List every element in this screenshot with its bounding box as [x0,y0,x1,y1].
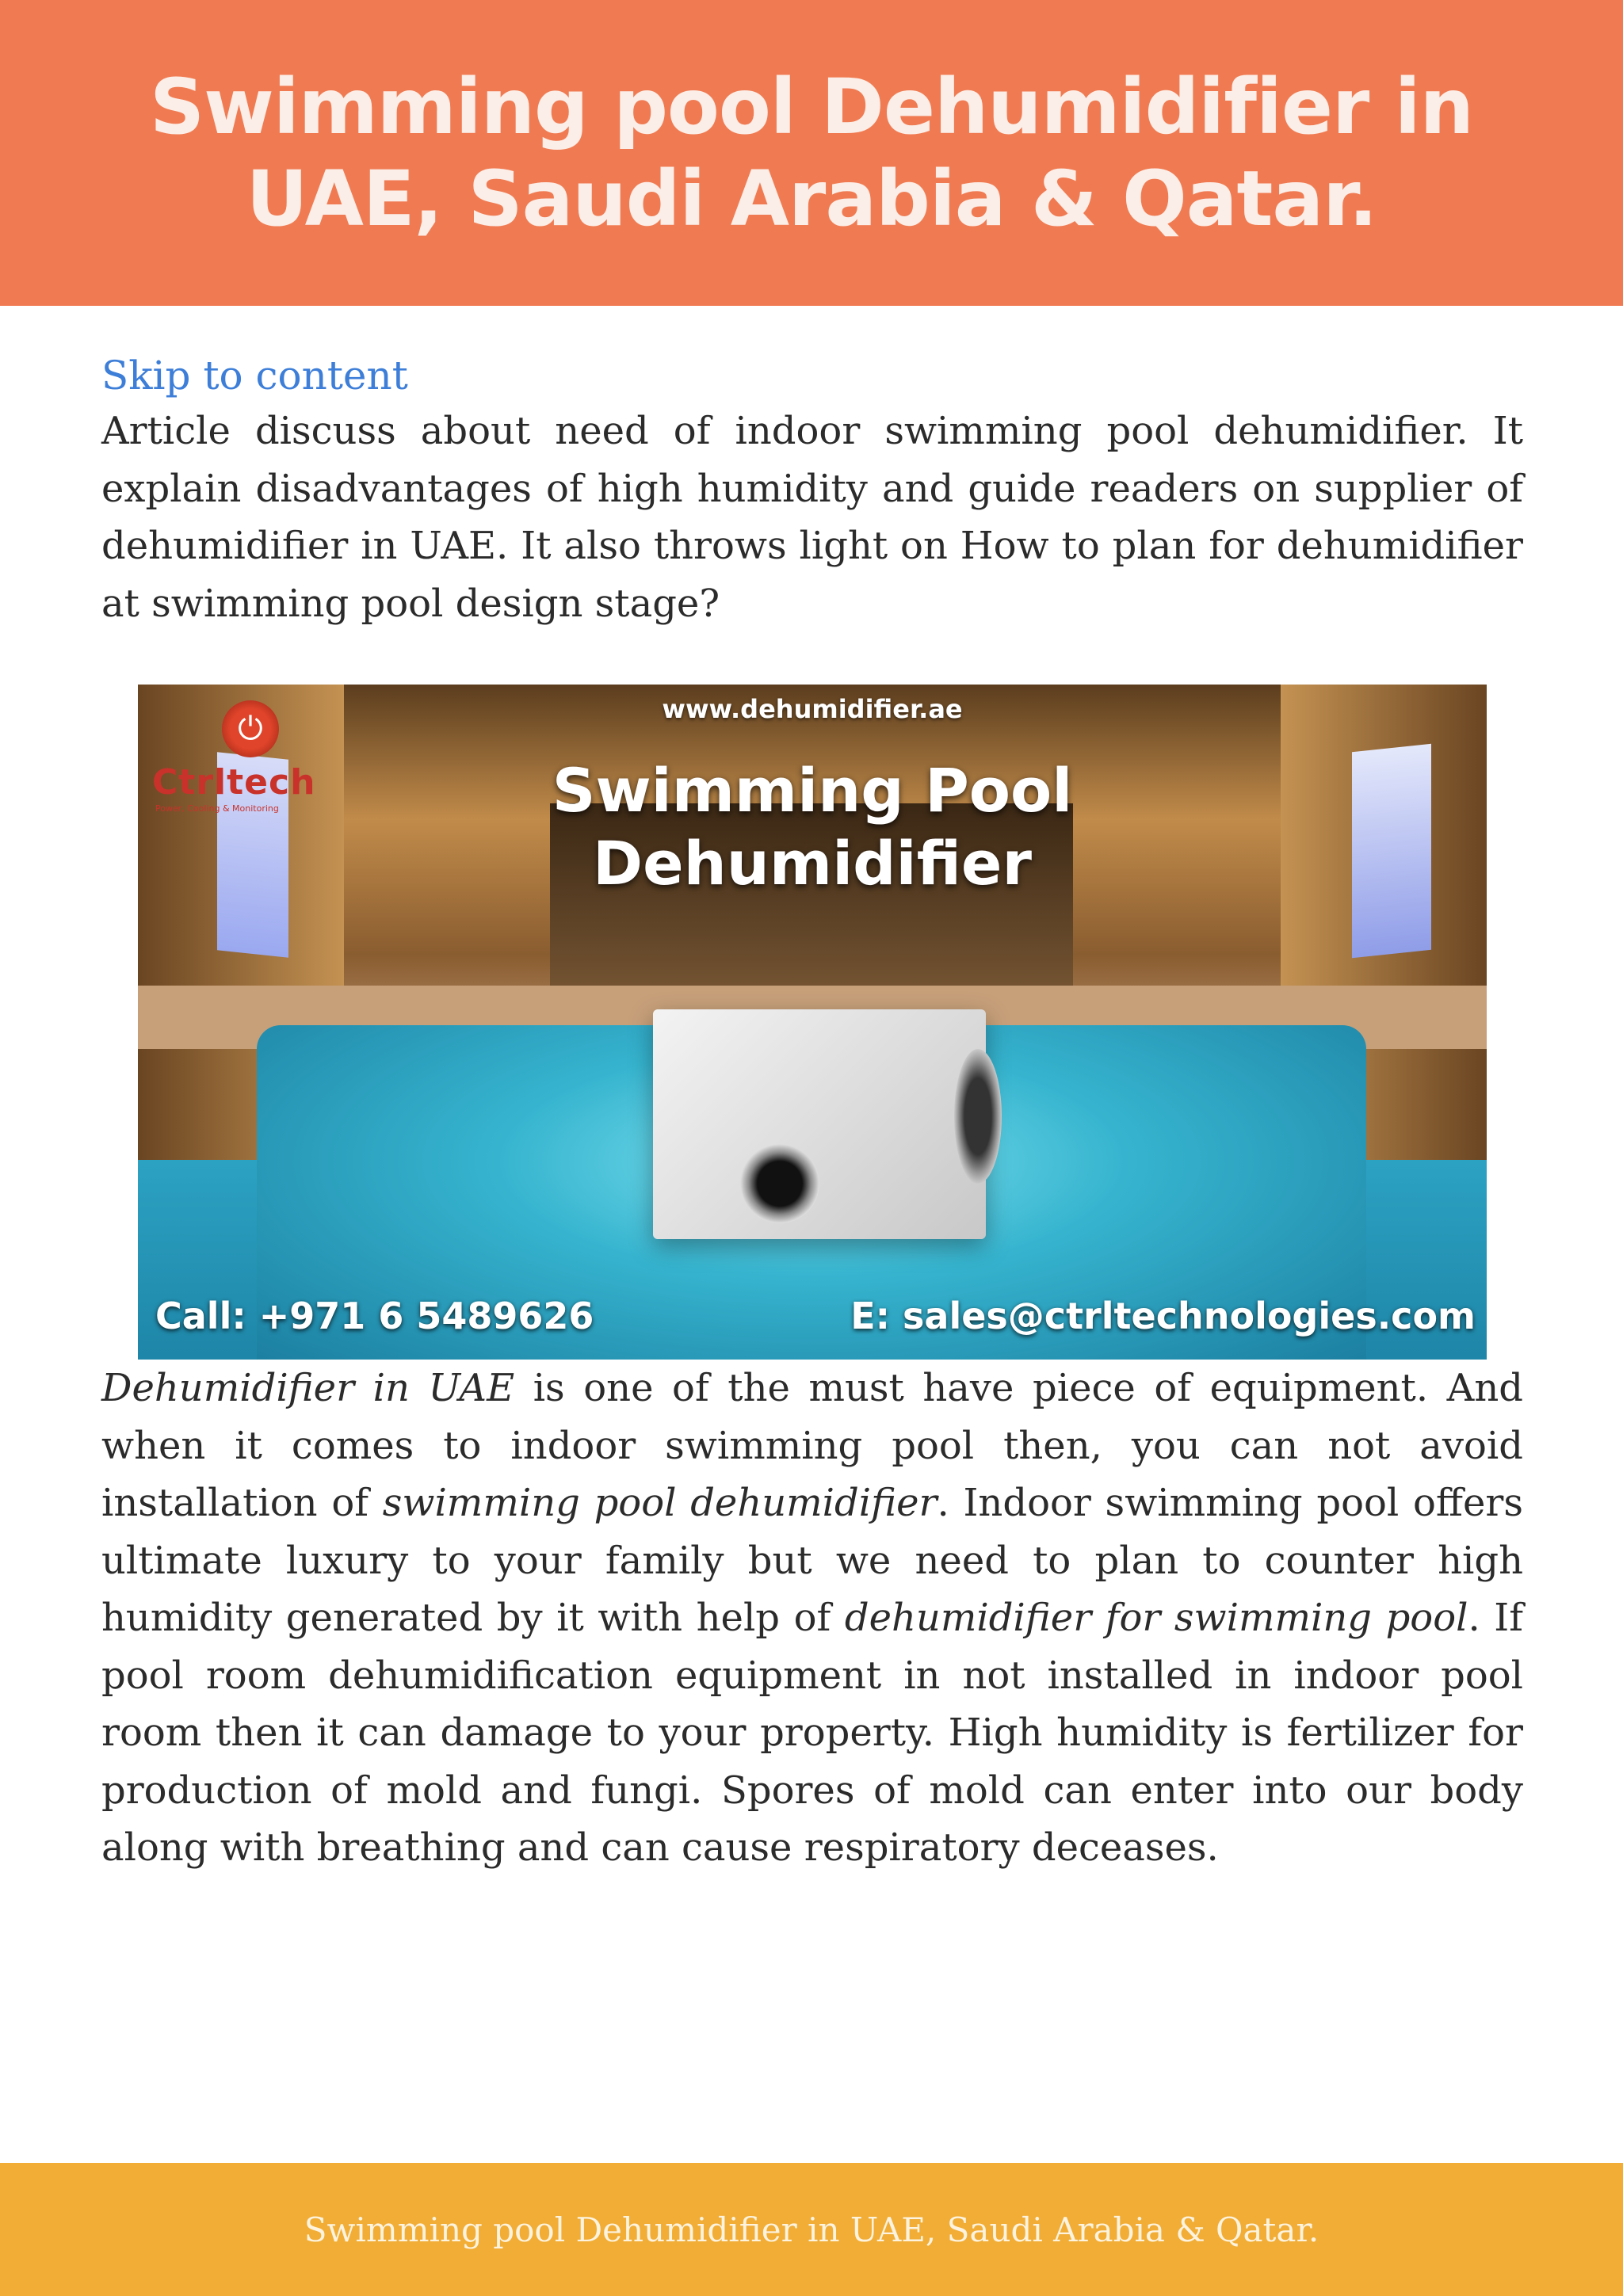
body-text: . If pool room dehumidification equipment in not installed in indoor pool room then it can damage to your property. High humidity is fertilizer for production of mold and fungi. Spores of mold can enter into our body along with breathing and can cause respiratory deceases. [101,1596,1524,1870]
footer-text: Swimming pool Dehumidifier in UAE, Saudi Arabia & Qatar. [304,2210,1319,2249]
page-title: Swimming pool Dehumidifier in UAE, Saudi Arabia & Qatar. [150,63,1473,243]
hero-phone: Call: +971 6 5489626 [155,1295,594,1337]
logo-subtitle: Power, Cooling & Monitoring [155,803,279,814]
logo-text: Ctrltech [152,762,316,803]
emphasis-text: dehumidifier for swimming pool [844,1596,1468,1640]
hero-title-line: Dehumidifier [593,828,1032,898]
emphasis-text: Dehumidifier in UAE [101,1366,515,1410]
unit-port-decoration [954,1049,1002,1184]
dehumidifier-unit-image [653,1009,986,1239]
body-text: is one of the must have piece of equipment. And when it comes to indoor swimming pool then, you can not avoid installation of [101,1366,1523,1525]
intro-paragraph: Article discuss about need of indoor swimming pool dehumidifier. It explain disadvantages of high humidity and guide readers on supplier of dehumidifier in UAE. It also throws light on How to plan for dehumidifier at swimming pool design stage? [101,409,1523,626]
page-footer [0,2163,1623,2296]
hero-title [138,754,1487,900]
unit-port-decoration [740,1144,819,1223]
hero-title-line: Swimming Pool [552,755,1073,826]
hero-url: www.dehumidifier.ae [662,694,963,724]
hero-email: E: sales@ctrltechnologies.com [850,1295,1476,1337]
page-header [0,0,1623,306]
hero-image [138,685,1487,1360]
skip-to-content-link[interactable]: Skip to content [101,353,408,399]
body-paragraph [101,1360,1523,1877]
main-content [101,349,1523,632]
body-text: . Indoor swimming pool offers ultimate luxury to your family but we need to plan to counter high humidity generated by it with help of [101,1481,1523,1640]
power-icon: ⏻ [222,700,279,757]
emphasis-text: swimming pool dehumidifier [382,1481,938,1525]
body-section [101,1360,1523,1877]
